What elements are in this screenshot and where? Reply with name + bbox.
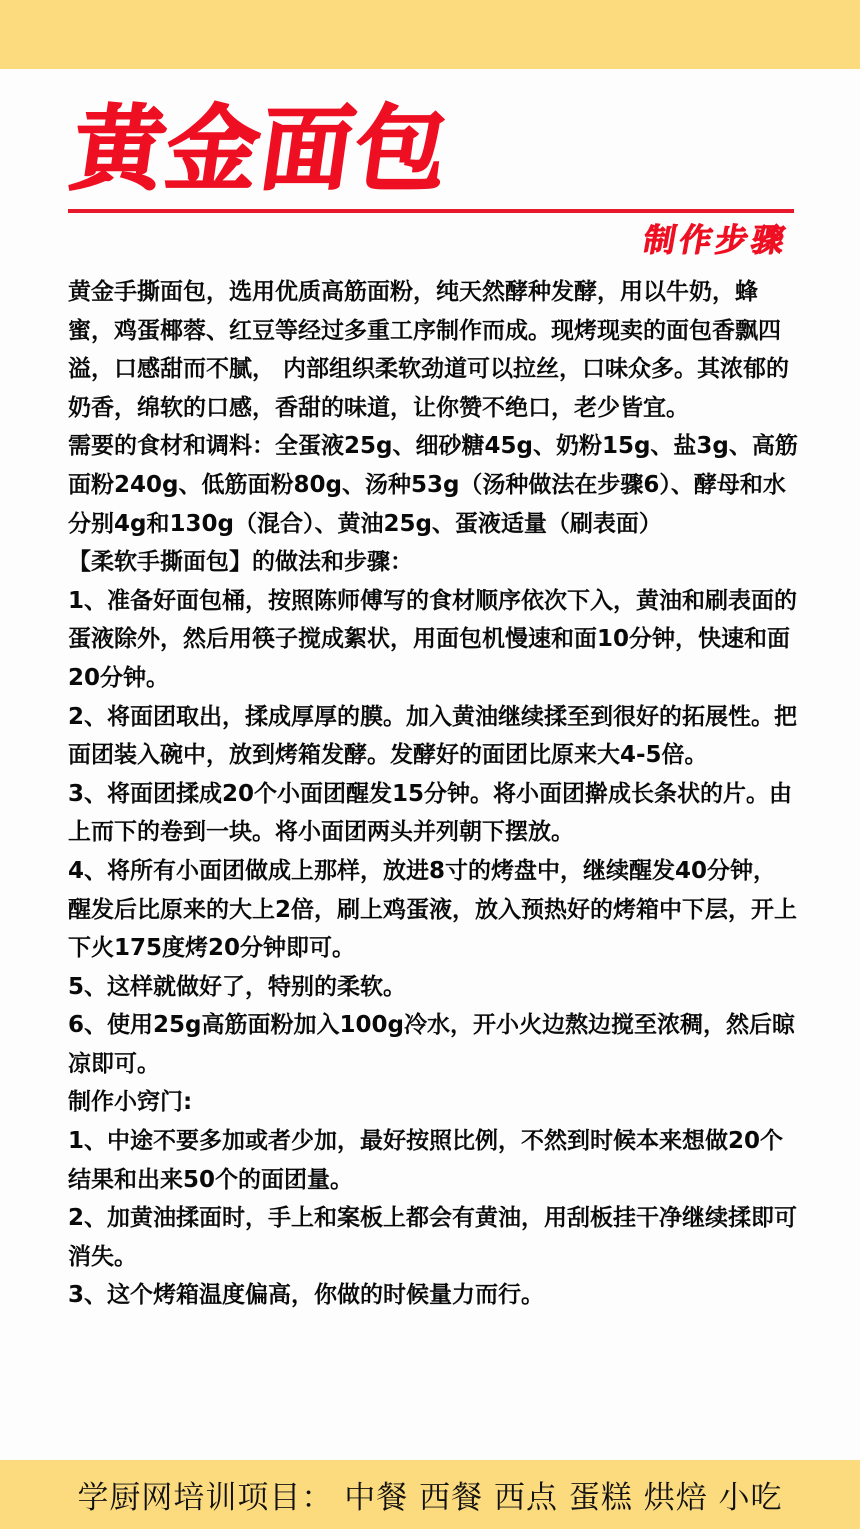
steps-heading: 【柔软手撕面包】的做法和步骤： — [68, 549, 413, 576]
step-item: 6、使用25g高筋面粉加入100g冷水，开小火边熬边搅至浓稠，然后晾凉即可。 — [68, 1012, 795, 1077]
top-banner — [0, 0, 860, 69]
step-item: 2、将面团取出，揉成厚厚的膜。加入黄油继续揉至到很好的拓展性。把面团装入碗中，放到烤箱发酵。发酵好的面团比原来大4-5倍。 — [68, 703, 798, 769]
recipe-body — [68, 273, 798, 1315]
tip-item: 1、中途不要多加或者少加，最好按照比例，不然到时候本来想做20个结果和出来50个的面团量。 — [68, 1128, 784, 1193]
footer-banner — [0, 1460, 860, 1529]
title-divider — [68, 209, 794, 213]
step-item: 1、准备好面包桶，按照陈师傅写的食材顺序依次下入，黄油和刷表面的蛋液除外，然后用筷子搅成絮状，用面包机慢速和面10分钟，快速和面20分钟。 — [68, 587, 798, 691]
tips-heading: 制作小窍门: — [68, 1089, 193, 1116]
page-title: 黄金面包 — [65, 96, 457, 203]
step-item: 3、将面团揉成20个小面团醒发15分钟。将小面团擀成长条状的片。由上而下的卷到一块。将小面团两头并列朝下摆放。 — [68, 780, 793, 846]
step-item: 4、将所有小面团做成上那样，放进8寸的烤盘中，继续醒发40分钟，醒发后比原来的大上2倍，刷上鸡蛋液，放入预热好的烤箱中下层，开上下火175度烤20分钟即可。 — [68, 857, 798, 962]
step-item: 5、这样就做好了，特别的柔软。 — [68, 973, 407, 1000]
tip-item: 2、加黄油揉面时，手上和案板上都会有黄油，用刮板挂干净继续揉即可消失。 — [68, 1205, 798, 1270]
tip-item: 3、这个烤箱温度偏高，你做的时候量力而行。 — [68, 1282, 545, 1309]
intro-paragraph: 黄金手撕面包，选用优质高筋面粉，纯天然酵种发酵，用以牛奶，蜂蜜，鸡蛋椰蓉、红豆等经过多重工序制作而成。现烤现卖的面包香飘四溢，口感甜而不腻， 内部组织柔软劲道可以拉丝，口味众多。其浓郁的奶香，绵软的口感，香甜的味道，让你赞不绝口，老少皆宜。 — [68, 279, 790, 421]
ingredients-paragraph: 需要的食材和调料：全蛋液25g、细砂糖45g、奶粉15g、盐3g、高筋面粉240g、低筋面粉80g、汤种53g（汤种做法在步骤6）、酵母和水分别4g和130g（混合）、黄油25g、蛋液适量（刷表面） — [68, 433, 798, 537]
page-subtitle: 制作步骤 — [640, 221, 792, 259]
footer-text: 学厨网培训项目： 中餐 西餐 西点 蛋糕 烘焙 小吃 — [77, 1480, 783, 1516]
